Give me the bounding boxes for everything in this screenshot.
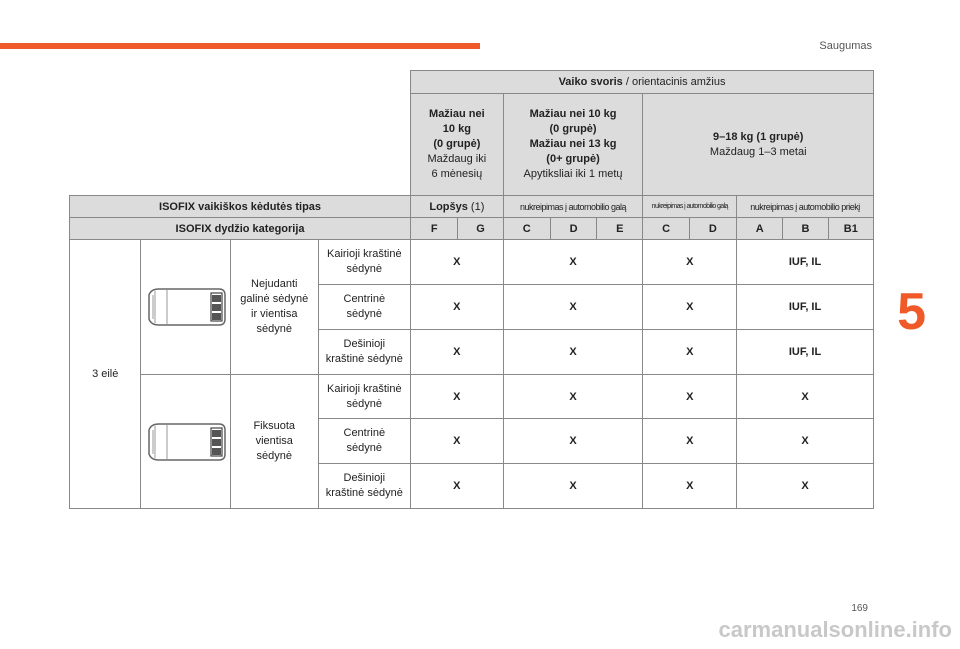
type-rear-facing: nukreipimas į automobilio galą [503,196,643,218]
group-2-header: 9–18 kg (1 grupė) Maždaug 1–3 metai [643,94,874,196]
value-cell: X [411,285,504,330]
size-cell: F [411,218,458,240]
value-cell: X [737,419,874,464]
value-cell: X [643,330,737,375]
value-cell: X [737,464,874,509]
weight-header: Vaiko svoris / orientacinis amžius [411,71,874,94]
value-cell: X [411,375,504,419]
value-cell: X [503,330,643,375]
size-cell: C [643,218,689,240]
type-rear-facing: nukreipimas į automobilio galą [643,196,737,218]
value-cell: X [503,464,643,509]
size-cell: A [737,218,783,240]
size-cell: D [689,218,736,240]
isofix-table [69,70,874,509]
seat-position: Dešinioji kraštinė sėdynė [318,330,411,375]
value-cell: X [411,419,504,464]
value-cell: X [643,464,737,509]
watermark: carmanualsonline.info [718,617,952,642]
row-label: 3 eilė [70,240,141,509]
value-cell: X [411,240,504,285]
seat-position: Dešinioji kraštinė sėdynė [318,464,411,509]
chapter-number: 5 [897,283,926,341]
van-seat-diagram [141,375,231,509]
size-label: ISOFIX dydžio kategorija [70,218,411,240]
value-cell: X [643,285,737,330]
value-cell: X [503,240,643,285]
seat-position: Centrinė sėdynė [318,285,411,330]
group-0-header: Mažiau nei 10 kg (0 grupė) Maždaug iki 6 mėnesių [411,94,504,196]
isofix-type-label: ISOFIX vaikiškos kėdutės tipas [70,196,411,218]
page-number: 169 [851,603,868,614]
van-seat-diagram [141,240,231,375]
value-cell: X [411,330,504,375]
group-1-header: Mažiau nei 10 kg (0 grupė) Mažiau nei 13 kg (0+ grupė) Apytiksliai iki 1 metų [503,94,643,196]
seat-type-fixed-rear: Nejudanti galinė sėdynė ir vientisa sėdynė [230,240,318,375]
seat-position: Centrinė sėdynė [318,419,411,464]
seat-position: Kairioji kraštinė sėdynė [318,375,411,419]
value-cell: X [643,240,737,285]
size-cell: B1 [828,218,873,240]
type-forward-facing: nukreipimas į automobilio priekį [737,196,874,218]
accent-bar [0,43,480,49]
seat-type-fixed-bench: Fiksuota vientisa sėdynė [230,375,318,509]
size-cell: D [550,218,596,240]
value-cell: IUF, IL [737,240,874,285]
value-cell: X [643,375,737,419]
value-cell: X [503,285,643,330]
seat-position: Kairioji kraštinė sėdynė [318,240,411,285]
size-cell: B [783,218,828,240]
value-cell: X [643,419,737,464]
size-cell: C [503,218,550,240]
van-seat-icon [145,287,227,327]
value-cell: X [503,375,643,419]
value-cell: IUF, IL [737,285,874,330]
value-cell: IUF, IL [737,330,874,375]
value-cell: X [737,375,874,419]
size-cell: E [597,218,643,240]
van-seat-icon [145,422,227,462]
value-cell: X [411,464,504,509]
size-cell: G [458,218,503,240]
value-cell: X [503,419,643,464]
type-cot: Lopšys (1) [411,196,504,218]
section-title: Saugumas [819,40,872,52]
